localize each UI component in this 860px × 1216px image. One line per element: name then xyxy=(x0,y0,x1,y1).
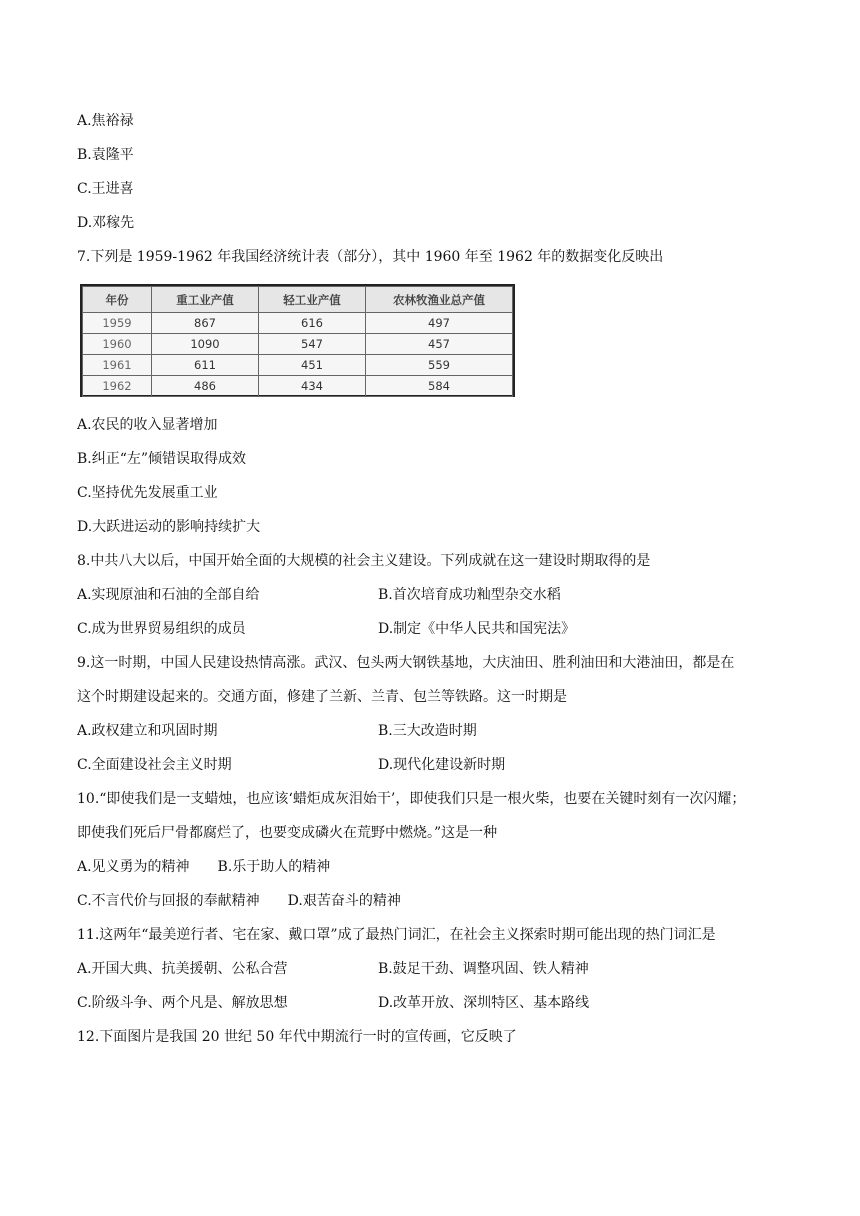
table-cell-year: 1962 xyxy=(83,376,152,397)
table-cell: 1090 xyxy=(152,334,259,355)
q10-stem-line-2: 即使我们死后尸骨都腐烂了，也要变成磷火在荒野中燃烧。”这是一种 xyxy=(77,825,498,841)
q6-option-b: B.袁隆平 xyxy=(77,147,134,163)
q12-stem: 12.下面图片是我国 20 世纪 50 年代中期流行一时的宣传画，它反映了 xyxy=(77,1029,517,1045)
table-cell: 434 xyxy=(259,376,366,397)
q7-stem: 7.下列是 1959-1962 年我国经济统计表（部分），其中 1960 年至 1962 年的数据变化反映出 xyxy=(77,249,664,265)
table-cell: 584 xyxy=(366,376,513,397)
table-cell-year: 1959 xyxy=(83,313,152,334)
q11-option-c: C.阶级斗争、两个凡是、解放思想 xyxy=(77,995,288,1011)
table-row xyxy=(83,376,513,397)
table-header-agriculture: 农林牧渔业总产值 xyxy=(366,287,513,313)
q8-option-a: A.实现原油和石油的全部自给 xyxy=(77,587,260,603)
q6-option-d: D.邓稼先 xyxy=(77,215,135,231)
table-header-row xyxy=(83,287,513,313)
q8-option-c: C.成为世界贸易组织的成员 xyxy=(77,621,246,637)
economic-statistics-table xyxy=(80,284,515,397)
q9-stem-line-1: 9.这一时期，中国人民建设热情高涨。武汉、包头两大钢铁基地，大庆油田、胜利油田和大港油田，都是在 xyxy=(77,655,735,671)
table-cell: 457 xyxy=(366,334,513,355)
q7-option-b: B.纠正“左”倾错误取得成效 xyxy=(77,451,247,467)
q9-option-d: D.现代化建设新时期 xyxy=(378,757,506,773)
table-cell-year: 1960 xyxy=(83,334,152,355)
table-row xyxy=(83,334,513,355)
q7-option-a: A.农民的收入显著增加 xyxy=(77,417,218,433)
table-header-year: 年份 xyxy=(83,287,152,313)
table-cell: 611 xyxy=(152,355,259,376)
q11-stem: 11.这两年“最美逆行者、宅在家、戴口罩”成了最热门词汇，在社会主义探索时期可能出现的热门词汇是 xyxy=(77,927,716,943)
q10-stem-line-1: 10.“即使我们是一支蜡烛，也应该‘蜡炬成灰泪始干’，即使我们只是一根火柴，也要在关键时刻有一次闪耀； xyxy=(77,791,746,807)
q11-option-d: D.改革开放、深圳特区、基本路线 xyxy=(378,995,590,1011)
table-cell: 497 xyxy=(366,313,513,334)
table-cell: 867 xyxy=(152,313,259,334)
q8-stem: 8.中共八大以后，中国开始全面的大规模的社会主义建设。下列成就在这一建设时期取得的是 xyxy=(77,553,651,569)
q11-option-a: A.开国大典、抗美援朝、公私合营 xyxy=(77,961,288,977)
q6-option-a: A.焦裕禄 xyxy=(77,113,134,129)
table-cell: 616 xyxy=(259,313,366,334)
q7-option-d: D.大跃进运动的影响持续扩大 xyxy=(77,519,261,535)
table-row xyxy=(83,355,513,376)
q9-option-a: A.政权建立和巩固时期 xyxy=(77,723,218,739)
q9-stem-line-2: 这个时期建设起来的。交通方面，修建了兰新、兰青、包兰等铁路。这一时期是 xyxy=(77,689,567,705)
table-cell-year: 1961 xyxy=(83,355,152,376)
table-header-heavy-industry: 重工业产值 xyxy=(152,287,259,313)
table-header-light-industry: 轻工业产值 xyxy=(259,287,366,313)
q11-option-b: B.鼓足干劲、调整巩固、铁人精神 xyxy=(378,961,589,977)
q8-option-d: D.制定《中华人民共和国宪法》 xyxy=(378,621,576,637)
q6-option-c: C.王进喜 xyxy=(77,181,134,197)
table-cell: 559 xyxy=(366,355,513,376)
q10-options-row-1: A.见义勇为的精神 B.乐于助人的精神 xyxy=(77,859,331,875)
table-cell: 486 xyxy=(152,376,259,397)
q9-option-b: B.三大改造时期 xyxy=(378,723,477,739)
q9-option-c: C.全面建设社会主义时期 xyxy=(77,757,232,773)
q10-options-row-2: C.不言代价与回报的奉献精神 D.艰苦奋斗的精神 xyxy=(77,893,401,909)
table-cell: 547 xyxy=(259,334,366,355)
table-row xyxy=(83,313,513,334)
q7-option-c: C.坚持优先发展重工业 xyxy=(77,485,218,501)
q8-option-b: B.首次培育成功籼型杂交水稻 xyxy=(378,587,561,603)
table-cell: 451 xyxy=(259,355,366,376)
